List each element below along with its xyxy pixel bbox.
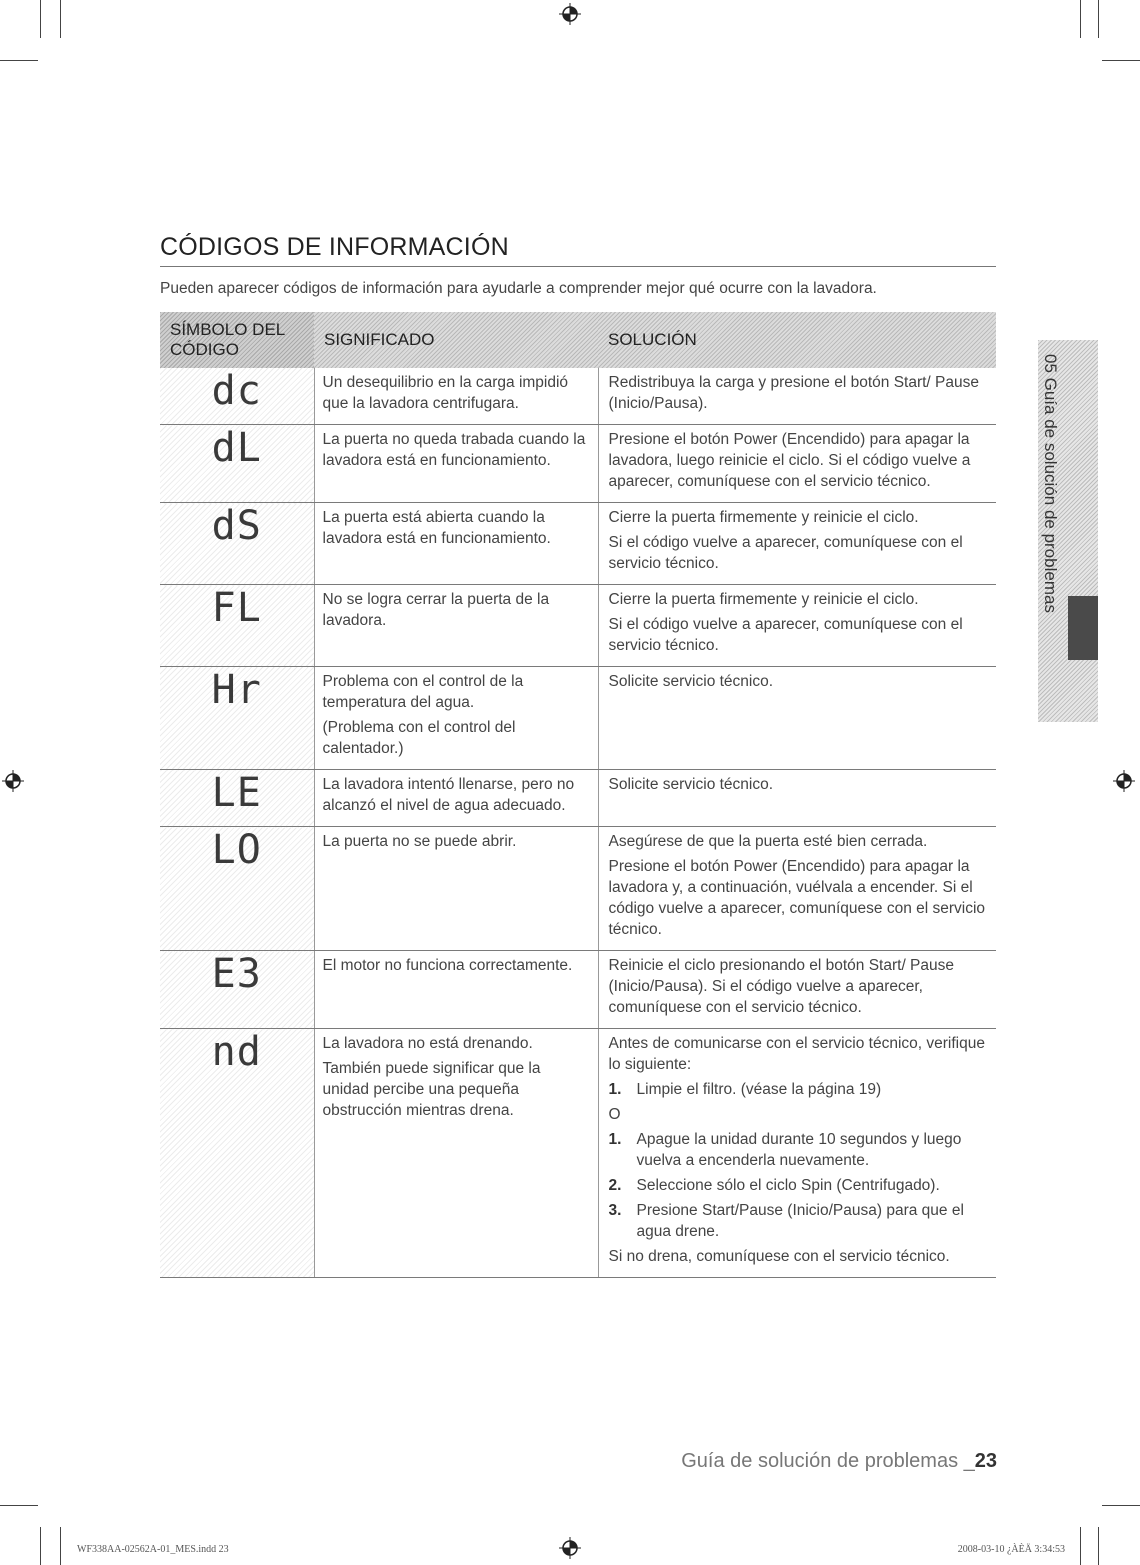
code-symbol: nd [211,1029,262,1075]
title-rule [160,266,996,267]
code-symbol: LE [211,770,262,816]
code-symbol: LO [211,827,262,873]
meaning-text: También puede significar que la unidad percibe una pequeña obstrucción mientras drena. [322,1060,541,1119]
solution-cell [598,368,996,425]
step-number: 3. [608,1202,622,1219]
page-title: CÓDIGOS DE INFORMACIÓN [160,233,509,261]
header-code-symbol: SÍMBOLO DEL CÓDIGO [160,312,314,368]
table-row [160,368,996,425]
meaning-cell [314,667,598,770]
code-cell [160,503,314,585]
code-symbol: dL [211,425,262,471]
code-symbol: FL [211,585,262,631]
table-row [160,951,996,1029]
meaning-text: La lavadora no está drenando. [322,1035,533,1052]
step-text: Presione Start/Pause (Inicio/Pausa) para que el agua drene. [636,1202,964,1240]
solution-text: Solicite servicio técnico. [608,673,774,690]
crop-mark [0,1505,38,1506]
step-number: 2. [608,1177,622,1194]
crop-mark [1098,1527,1099,1565]
code-cell [160,951,314,1029]
solution-cell [598,827,996,951]
solution-text: Redistribuya la carga y presione el botón Start/ Pause (Inicio/Pausa). [608,374,979,412]
registration-mark-icon [559,1537,581,1559]
crop-mark [1102,60,1140,61]
info-codes-table [160,312,996,1278]
solution-text: Si el código vuelve a aparecer, comuníquese con el servicio técnico. [608,534,963,572]
step-number: 1. [608,1131,622,1148]
step-number: 1. [608,1081,622,1098]
code-cell [160,827,314,951]
list-item [609,1079,989,1100]
registration-mark-icon [2,770,24,792]
footer-section: Guía de solución de problemas _ [681,1450,975,1472]
step-text: Limpie el filtro. (véase la página 19) [636,1081,882,1098]
meaning-cell [314,951,598,1029]
solution-text: Cierre la puerta firmemente y reinicie el ciclo. [608,591,919,608]
solution-text: Presione el botón Power (Encendido) para apagar la lavadora, luego reinicie el ciclo. Si el código vuelve a aparecer, comuníquese con el servicio técnico. [608,431,971,490]
meaning-cell [314,1029,598,1278]
crop-mark [1080,1527,1081,1565]
meaning-text: El motor no funciona correctamente. [322,957,573,974]
code-symbol: dc [211,368,262,414]
step-text: Seleccione sólo el ciclo Spin (Centrifugado). [636,1177,940,1194]
meaning-text: La puerta está abierta cuando la lavadora está en funcionamiento. [322,509,551,547]
print-slug-timestamp: 2008-03-10 ¿ÀÈÄ 3:34:53 [957,1544,1065,1555]
header-meaning: SIGNIFICADO [314,312,598,368]
solution-cell [598,585,996,667]
crop-mark [40,1527,41,1565]
solution-text: Antes de comunicarse con el servicio técnico, verifique lo siguiente: [608,1035,985,1073]
solution-cell [598,425,996,503]
solution-text: Solicite servicio técnico. [608,776,774,793]
solution-cell [598,770,996,827]
meaning-cell [314,827,598,951]
solution-text: Asegúrese de que la puerta esté bien cerrada. [608,833,928,850]
table-header-row [160,312,996,368]
registration-mark-icon [559,3,581,25]
chapter-tab-marker [1068,596,1098,660]
meaning-text: La lavadora intentó llenarse, pero no alcanzó el nivel de agua adecuado. [322,776,575,814]
solution-cell [598,1029,996,1278]
code-cell [160,770,314,827]
crop-mark [40,0,41,38]
code-cell [160,425,314,503]
table-row [160,503,996,585]
solution-text: Si no drena, comuníquese con el servicio técnico. [608,1248,950,1265]
code-symbol: Hr [211,667,262,713]
step-text: Apague la unidad durante 10 segundos y luego vuelva a encenderla nuevamente. [636,1131,962,1169]
table-row [160,667,996,770]
solution-cell [598,951,996,1029]
list-item [609,1175,989,1196]
header-solution: SOLUCIÓN [598,312,996,368]
meaning-cell [314,770,598,827]
crop-mark [1080,0,1081,38]
solution-text: Presione el botón Power (Encendido) para apagar la lavadora y, a continuación, vuélvala a encender. Si el código vuelve a aparecer, comuníquese con el servicio técnico. [608,858,986,938]
meaning-text: No se logra cerrar la puerta de la lavadora. [322,591,550,629]
table-row [160,827,996,951]
code-cell [160,368,314,425]
crop-mark [1102,1505,1140,1506]
table-row [160,425,996,503]
meaning-cell [314,425,598,503]
solution-text: Si el código vuelve a aparecer, comuníquese con el servicio técnico. [608,616,963,654]
solution-text: Reinicie el ciclo presionando el botón Start/ Pause (Inicio/Pausa). Si el código vuelve a aparecer, comuníquese con el servicio técnico. [608,957,955,1016]
list-item [609,1129,989,1171]
code-symbol: E3 [211,951,262,997]
crop-mark [60,0,61,38]
crop-mark [1098,0,1099,38]
meaning-cell [314,368,598,425]
solution-cell [598,667,996,770]
code-symbol: dS [211,503,262,549]
solution-text: Cierre la puerta firmemente y reinicie el ciclo. [608,509,919,526]
table-row [160,1029,996,1278]
table-row [160,770,996,827]
code-cell [160,585,314,667]
meaning-cell [314,585,598,667]
table-row [160,585,996,667]
list-item [609,1200,989,1242]
code-cell [160,667,314,770]
meaning-text: Un desequilibrio en la carga impidió que la lavadora centrifugara. [322,374,569,412]
code-cell [160,1029,314,1278]
meaning-text: Problema con el control de la temperatura del agua. [322,673,524,711]
crop-mark [60,1527,61,1565]
page-number: 23 [974,1450,997,1472]
intro-text: Pueden aparecer códigos de información para ayudarle a comprender mejor qué ocurre con la lavadora. [160,280,877,297]
or-separator: O [608,1106,621,1123]
registration-mark-icon [1113,770,1135,792]
page-footer [681,1450,997,1473]
crop-mark [0,60,38,61]
meaning-cell [314,503,598,585]
meaning-text: La puerta no queda trabada cuando la lavadora está en funcionamiento. [322,431,586,469]
meaning-text: (Problema con el control del calentador.) [322,719,516,757]
chapter-tab-label: 05 Guía de solución de problemas [1041,354,1060,613]
solution-cell [598,503,996,585]
meaning-text: La puerta no se puede abrir. [322,833,517,850]
print-slug-filename: WF338AA-02562A-01_MES.indd 23 [77,1544,229,1555]
